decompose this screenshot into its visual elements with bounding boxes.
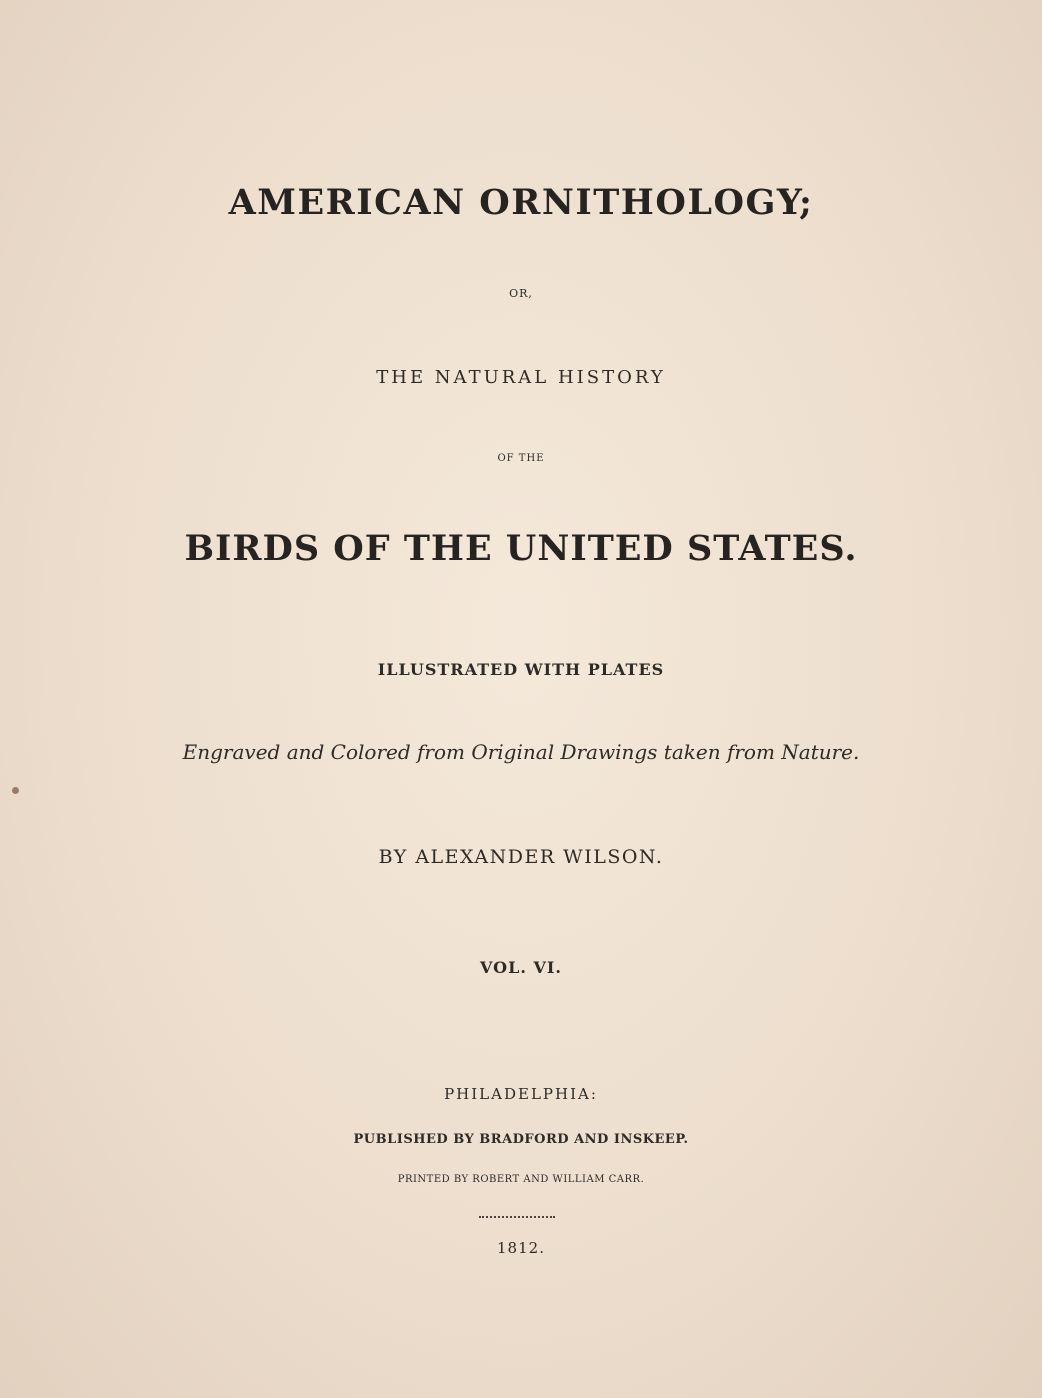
of-the-line: OF THE — [497, 453, 545, 464]
foxing-spot — [12, 787, 19, 794]
or-conjunction: OR, — [509, 287, 533, 300]
author-line: BY ALEXANDER WILSON. — [378, 846, 664, 868]
natural-history-line: THE NATURAL HISTORY — [376, 367, 666, 388]
volume-line: VOL. VI. — [480, 958, 562, 977]
illustrated-line: ILLUSTRATED WITH PLATES — [377, 660, 665, 679]
birds-title: BIRDS OF THE UNITED STATES. — [184, 528, 858, 569]
city-line: PHILADELPHIA: — [444, 1085, 598, 1103]
publisher-line: PUBLISHED BY BRADFORD AND INSKEEP. — [353, 1132, 689, 1147]
engraved-line: Engraved and Colored from Original Drawings taken from Nature. — [182, 740, 860, 764]
dotted-rule — [479, 1216, 555, 1218]
printer-line: PRINTED BY ROBERT AND WILLIAM CARR. — [397, 1174, 645, 1185]
main-title: AMERICAN ORNITHOLOGY; — [228, 182, 814, 223]
year-line: 1812. — [497, 1239, 545, 1257]
